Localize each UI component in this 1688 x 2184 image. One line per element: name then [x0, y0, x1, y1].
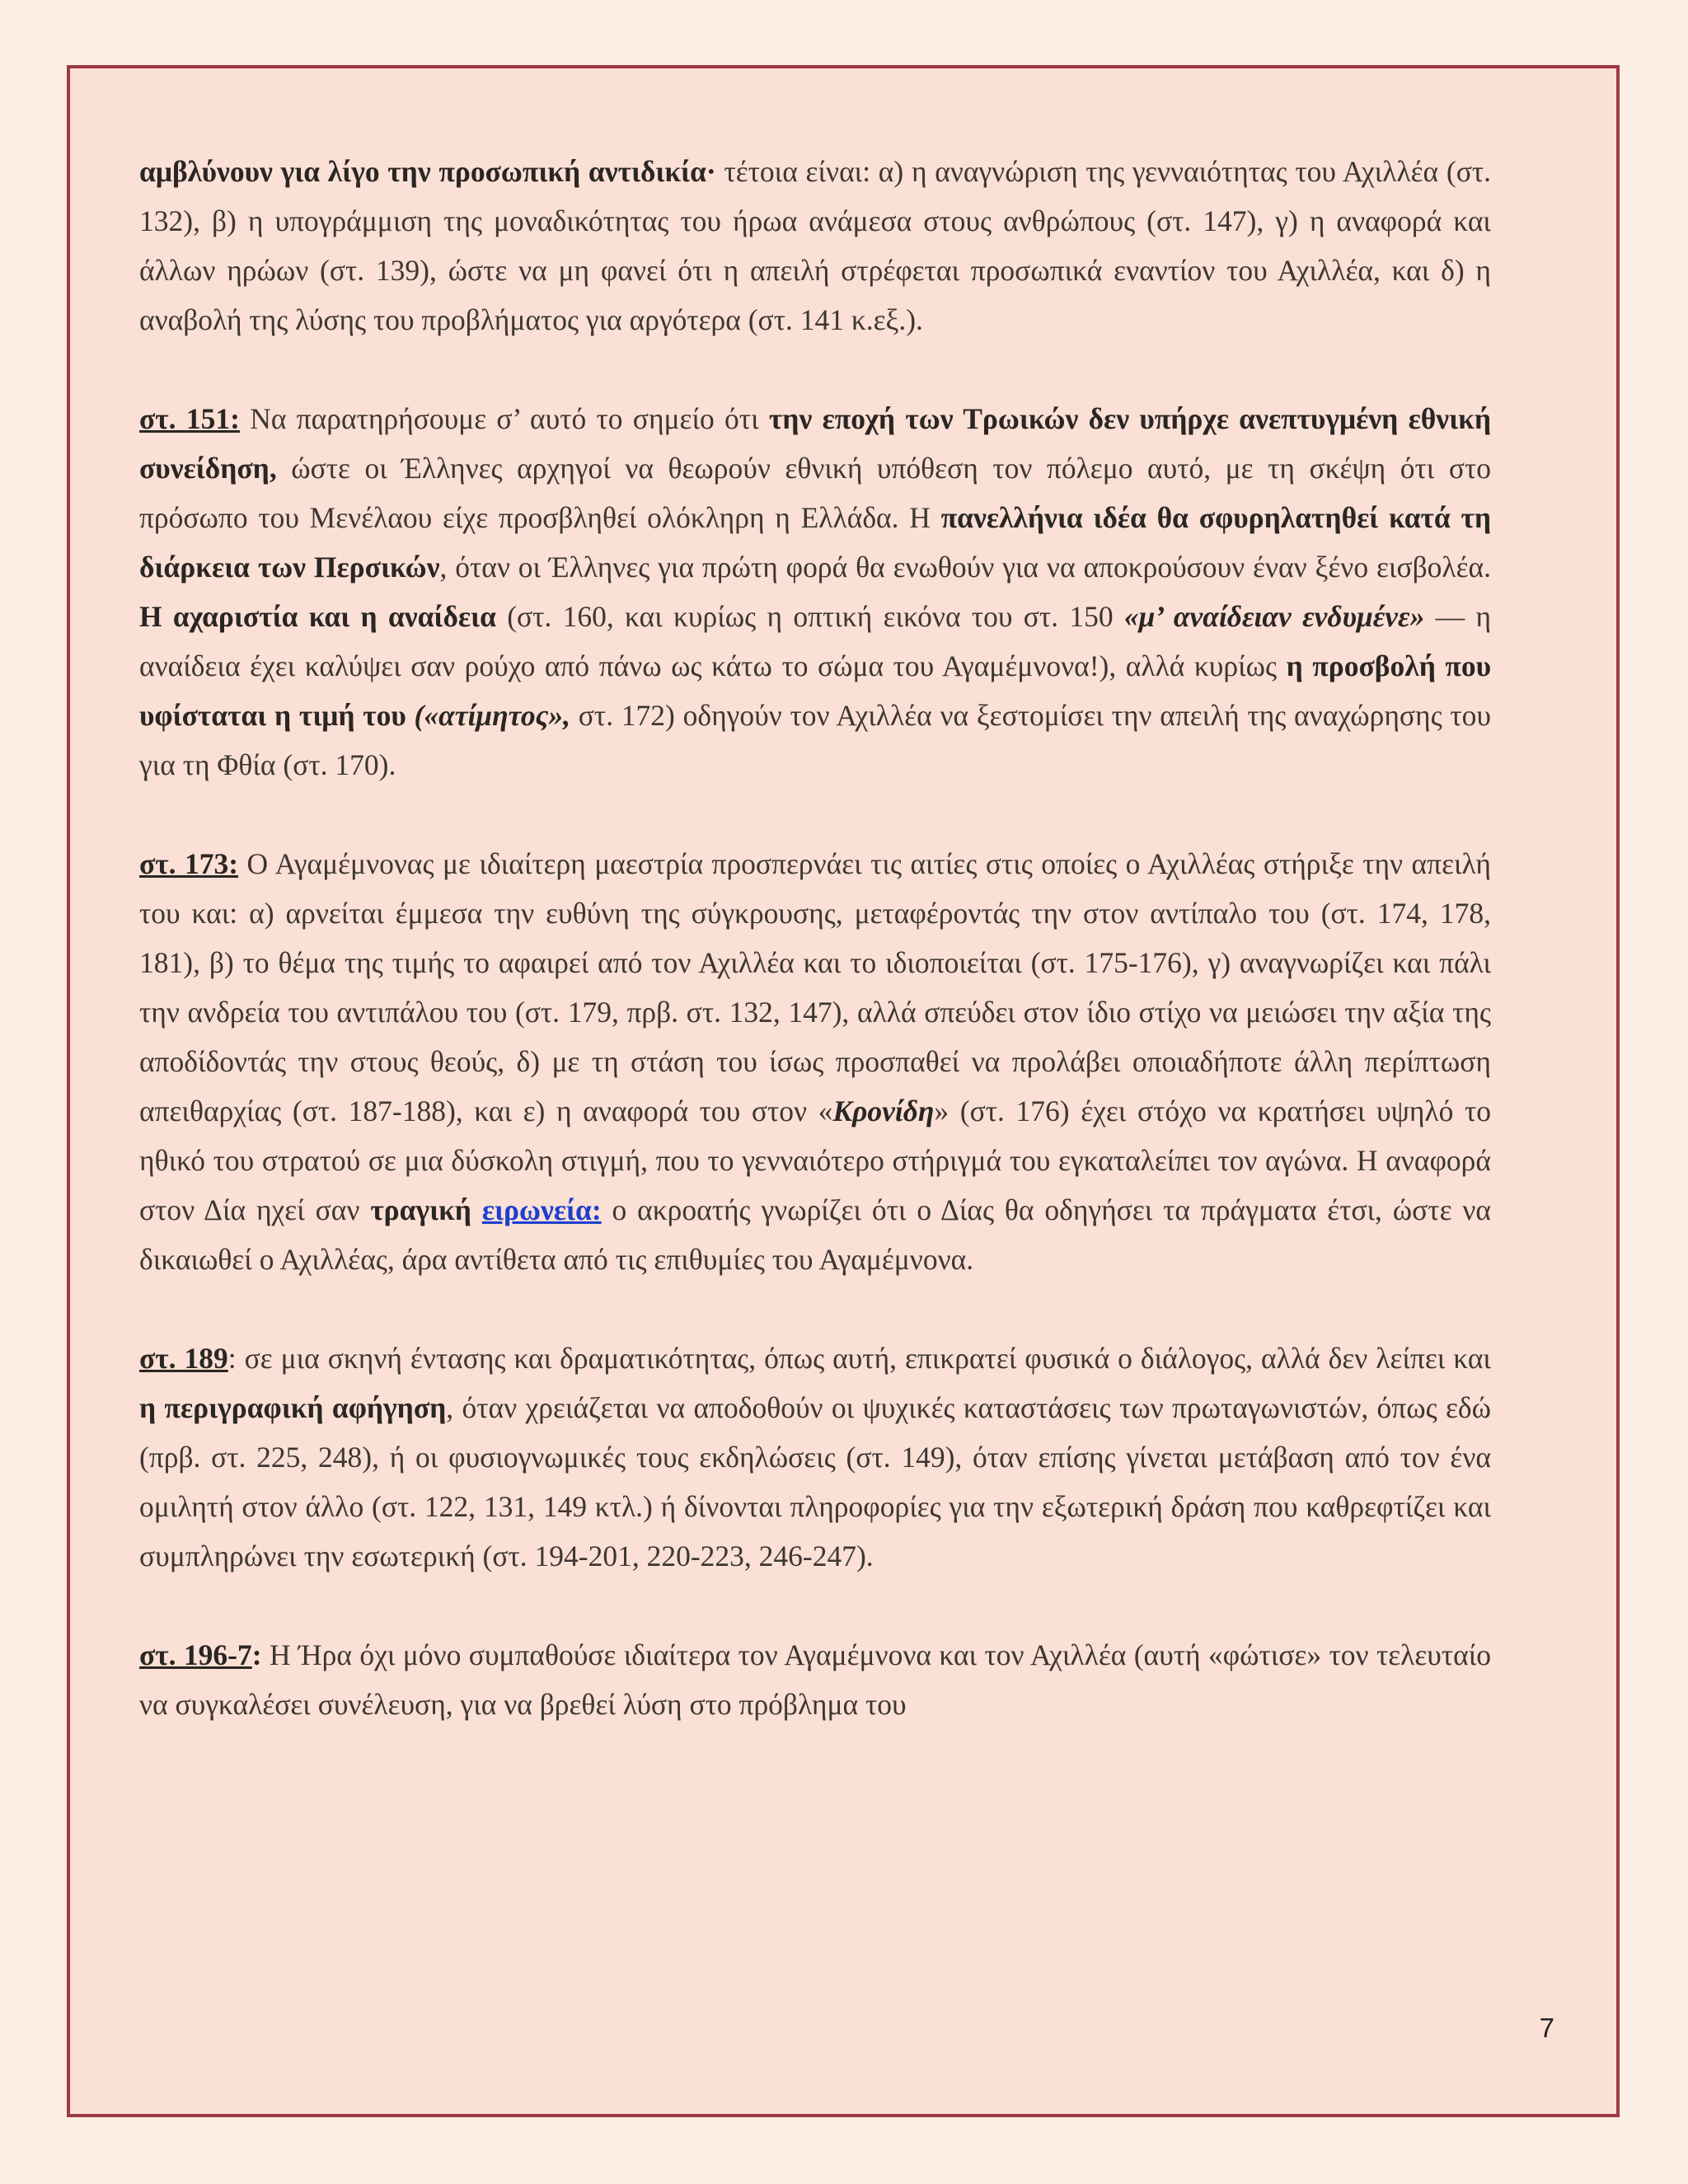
paragraph-4 [139, 1333, 1491, 1581]
paragraph-5 [139, 1630, 1491, 1729]
verse-reference: στ. 151: [139, 402, 240, 435]
bold-italic-quote: («ατίμητος», [406, 699, 571, 732]
body-text: Ο Αγαμέμνονας με ιδιαίτερη μαεστρία προσπερνάει τις αιτίες στις οποίες ο Αχιλλέας στήριξε την απειλή του και: α) αρνείται έμμεσα την ευθύνη της σύγκρουσης, μεταφέροντάς την στον αντίπαλο του (στ. 174, 178, 181), β) το θέμα της τιμής το αφαιρεί από τον Αχιλλέα και το ιδιοποιείται (στ. 175-176), γ) αναγνωρίζει και πάλι την ανδρεία του αντιπάλου του (στ. 179, πρβ. στ. 132, 147), αλλά σπεύδει στον ίδιο στίχο να μειώσει την αξία της αποδίδοντάς την στους θεούς, δ) με τη στάση του ίσως προσπαθεί να προλάβει οποιαδήποτε άλλη περίπτωση απειθαρχίας (στ. 187-188), και ε) η αναφορά του στον « [139, 847, 1491, 1127]
verse-reference: στ. 196-7 [139, 1638, 252, 1671]
body-text: (στ. 160, και κυρίως η οπτική εικόνα του στ. 150 [495, 600, 1124, 633]
bold-text: η περιγραφική αφήγηση [139, 1391, 447, 1424]
bold-italic-quote: «μ’ αναίδειαν ενδυμένε» [1123, 600, 1425, 633]
body-text: , όταν χρειάζεται να αποδοθούν οι ψυχικές καταστάσεις των πρωταγωνιστών, όπως εδώ (πρβ. στ. 225, 248), ή οι φυσιογνωμικές τους εκδηλώσεις (στ. 149), όταν επίσης γίνεται μετάβαση από τον ένα ομιλητή στον άλλο (στ. 122, 131, 149 κτλ.) ή δίνονται πληροφορίες για την εξωτερική δράση που καθρεφτίζει και συμπληρώνει την εσωτερική (στ. 194-201, 220-223, 246-247). [139, 1391, 1491, 1572]
document-body [139, 147, 1491, 1729]
verse-reference: στ. 189 [139, 1342, 228, 1375]
bold-italic-quote: Κρονίδη [832, 1094, 935, 1127]
body-text [471, 1193, 482, 1226]
page-frame [67, 65, 1620, 2117]
bold-text: τραγική [370, 1193, 471, 1226]
paragraph-2 [139, 394, 1491, 790]
body-text: — η αναίδεια έχει καλύψει σαν ρούχο από πάνω ως κάτω το σώμα του Αγαμέμνονα!), αλλά κυρίως [139, 600, 1492, 682]
bold-text: πανελλήνια ιδέα θα σφυρηλατηθεί κατά τη διάρκεια των Περσικών [139, 501, 1492, 583]
bold-text: η προσβολή που υφίσταται η τιμή του [139, 649, 1492, 732]
irony-link[interactable]: ειρωνεία: [481, 1193, 602, 1226]
body-text: τέτοια είναι: α) η αναγνώριση της γενναιότητας του Αχιλλέα (στ. 132), β) η υπογράμμιση της μοναδικότητας του ήρωα ανάμεσα στους ανθρώπους (στ. 147), γ) η αναφορά και άλλων ηρώων (στ. 139), ώστε να μη φανεί ότι η απειλή στρέφεται προσωπικά εναντίον του Αχιλλέα, και δ) η αναβολή της λύσης του προβλήματος για αργότερα (στ. 141 κ.εξ.). [139, 155, 1491, 336]
bold-text: Η αχαριστία και η αναίδεια [139, 600, 496, 633]
body-text: ώστε οι Έλληνες αρχηγοί να θεωρούν εθνική υπόθεση τον πόλεμο αυτό, με τη σκέψη ότι στο πρόσωπο του Μενέλαου είχε προσβληθεί ολόκληρη η Ελλάδα. Η [139, 452, 1491, 534]
verse-reference: στ. 173: [139, 847, 239, 880]
paragraph-1 [139, 147, 1491, 344]
bold-text: την εποχή των Τρωικών δεν υπήρχε ανεπτυγμένη εθνική συνείδηση, [139, 402, 1491, 485]
body-text: Η Ήρα όχι μόνο συμπαθούσε ιδιαίτερα τον Αγαμέμνονα και τον Αχιλλέα (αυτή «φώτισε» τον τελευταίο να συγκαλέσει συνέλευση, για να βρεθεί λύση στο πρόβλημα του [139, 1638, 1491, 1721]
body-text: στ. 172) οδηγούν τον Αχιλλέα να ξεστομίσει την απειλή της αναχώρησης του για τη Φθία (στ. 170). [139, 699, 1492, 781]
body-text: , όταν οι Έλληνες για πρώτη φορά θα ενωθούν για να αποκρούσουν έναν ξένο εισβολέα. [439, 551, 1491, 583]
body-text: » (στ. 176) έχει στόχο να κρατήσει υψηλό το ηθικό του στρατού σε μια δύσκολη στιγμή, που το γενναιότερο στήριγμά του εγκαταλείπει τον αγώνα. Η αναφορά στον Δία ηχεί σαν [139, 1094, 1491, 1226]
body-text: ο ακροατής γνωρίζει ότι ο Δίας θα οδηγήσει τα πράγματα έτσι, ώστε να δικαιωθεί ο Αχιλλέας, άρα αντίθετα από τις επιθυμίες του Αγαμέμνονα. [139, 1193, 1492, 1276]
bold-text: : [251, 1638, 262, 1671]
page-number: 7 [1539, 2013, 1554, 2043]
bold-text: αμβλύνουν για λίγο την προσωπική αντιδικία· [139, 155, 716, 188]
body-text: : σε μια σκηνή έντασης και δραματικότητας, όπως αυτή, επικρατεί φυσικά ο διάλογος, αλλά δεν λείπει και [227, 1342, 1491, 1375]
paragraph-3 [139, 839, 1491, 1284]
body-text: Να παρατηρήσουμε σ’ αυτό το σημείο ότι [239, 402, 769, 435]
